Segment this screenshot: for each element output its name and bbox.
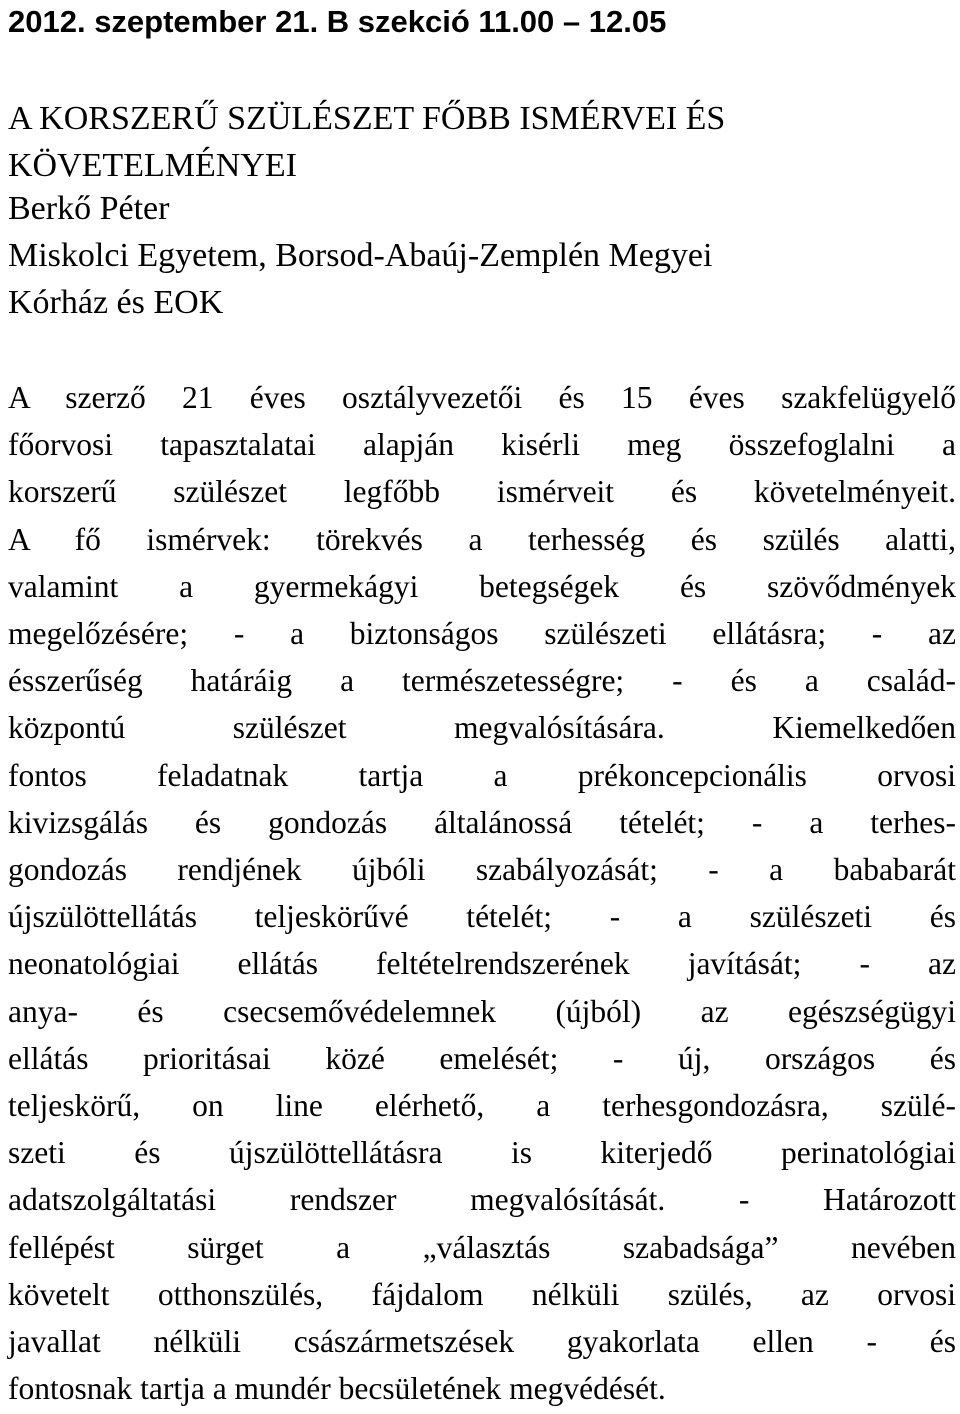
abstract-line: adatszolgáltatási rendszer megvalósítását. - Határozott [8, 1182, 956, 1218]
document-title [8, 95, 956, 189]
author-name: Berkő Péter [8, 190, 170, 227]
abstract-line: A fő ismérvek: törekvés a terhesség és szülés alatti, [8, 521, 956, 557]
abstract-line: követelt otthonszülés, fájdalom nélküli szülés, az orvosi [8, 1276, 956, 1312]
abstract-line: teljeskörű, on line elérhető, a terhesgondozásra, szülé- [8, 1088, 956, 1124]
abstract-line: A szerző 21 éves osztályvezetői és 15 éves szakfelügyelő [8, 380, 956, 415]
abstract-line: szeti és újszülöttellátásra is kiterjedő perinatológiai [8, 1135, 956, 1171]
abstract-line: főorvosi tapasztalatai alapján kisérli meg összefoglalni a [8, 427, 956, 463]
abstract-line: korszerű szülészet legfőbb ismérveit és követelményeit. [8, 474, 956, 510]
abstract-line: kivizsgálás és gondozás általánossá tételét; - a terhes- [8, 804, 956, 840]
author-affiliation [8, 232, 712, 326]
session-header: 2012. szeptember 21. B szekció 11.00 – 12.05 [8, 4, 667, 39]
abstract-line: gondozás rendjének újbóli szabályozását; - a bababarát [8, 852, 956, 888]
affiliation-line: Miskolci Egyetem, Borsod-Abaúj-Zemplén Megyei [8, 237, 713, 274]
title-line: A KORSZERŰ SZÜLÉSZET FŐBB ISMÉRVEI ÉS [8, 100, 726, 137]
abstract-line: fontosnak tartja a mundér becsületének megvédését. [8, 1371, 666, 1407]
abstract-body [8, 374, 956, 1412]
abstract-line: megelőzésére; - a biztonságos szülészeti ellátásra; - az [8, 616, 956, 652]
abstract-line: ésszerűség határáig a természetességre; - és a család- [8, 663, 956, 699]
abstract-line: valamint a gyermekágyi betegségek és szövődmények [8, 568, 956, 604]
abstract-line: központú szülészet megvalósítására. Kiemelkedően [8, 710, 956, 746]
abstract-line: fontos feladatnak tartja a prékoncepcionális orvosi [8, 757, 956, 793]
abstract-line: anya- és csecsemővédelemnek (újból) az egészségügyi [8, 993, 956, 1029]
abstract-line: újszülöttellátás teljeskörűvé tételét; - a szülészeti és [8, 899, 956, 935]
abstract-line: javallat nélküli császármetszések gyakorlata ellen - és [8, 1324, 956, 1360]
abstract-line: ellátás prioritásai közé emelését; - új, országos és [8, 1040, 956, 1076]
title-line: KÖVETELMÉNYEI [8, 147, 297, 184]
abstract-line: neonatológiai ellátás feltételrendszerének javítását; - az [8, 946, 956, 982]
abstract-line: fellépést sürget a „választás szabadsága” nevében [8, 1229, 956, 1265]
affiliation-line: Kórház és EOK [8, 284, 224, 321]
